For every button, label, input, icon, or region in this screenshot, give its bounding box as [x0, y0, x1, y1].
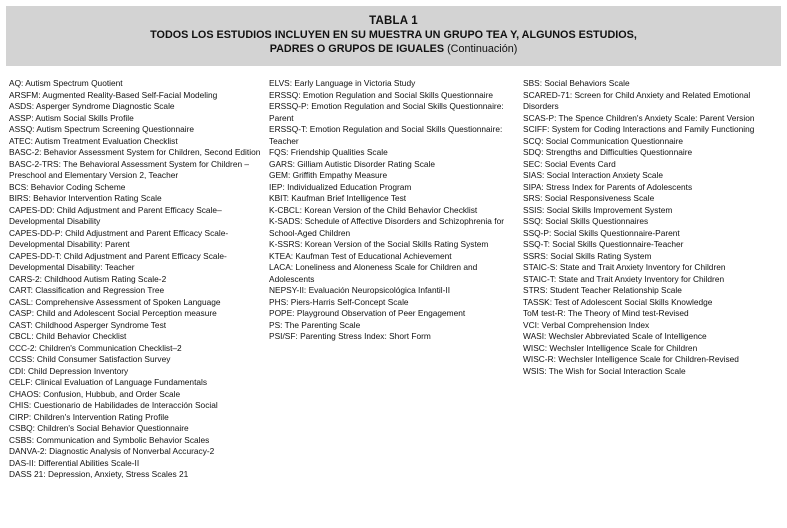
- abbreviation-entry: STAIC-S: State and Trait Anxiety Inventory for Children: [523, 262, 726, 272]
- abbreviation-entry: ERSSQ-P: Emotion Regulation and Social Skills Questionnaire: Parent: [269, 101, 504, 123]
- abbreviation-entry: CSBQ: Children's Social Behavior Questionnaire: [9, 423, 189, 433]
- abbreviation-entry: AQ: Autism Spectrum Quotient: [9, 78, 123, 88]
- abbreviation-entry: DAS-II: Differential Abilities Scale-II: [9, 457, 140, 468]
- abbreviation-entry: SCIFF: System for Coding Interactions and Family Functioning: [523, 124, 755, 134]
- abbreviation-entry: BCS: Behavior Coding Scheme: [9, 181, 126, 192]
- abbreviation-entry: GEM: Griffith Empathy Measure: [269, 170, 388, 180]
- abbreviation-entry: ToM test-R: The Theory of Mind test-Revised: [523, 308, 689, 318]
- abbreviation-entry: ASDS: Asperger Syndrome Diagnostic Scale: [9, 101, 175, 111]
- abbreviation-entry: BIRS: Behavior Intervention Rating Scale: [9, 193, 162, 203]
- abbreviation-entry: VCI: Verbal Comprehension Index: [523, 319, 650, 330]
- abbreviation-entry: Developmental Disability: [9, 216, 101, 226]
- abbreviation-entry: CHAOS: Confusion, Hubbub, and Order Scale: [9, 388, 181, 399]
- abbreviation-entry: K-SSRS: Korean Version of the Social Skills Rating System: [269, 239, 489, 249]
- abbreviation-entry: CELF: Clinical Evaluation of Language Fundamentals: [9, 377, 208, 387]
- abbreviation-entry: ASSP: Autism Social Skills Profile: [9, 112, 134, 123]
- abbreviation-entry: K-CBCL: Korean Version of the Child Behavior Checklist: [269, 204, 478, 215]
- abbreviation-entry: CSBS: Communication and Symbolic Behavior Scales: [9, 434, 210, 445]
- abbreviation-entry: ATEC: Autism Treatment Evaluation Checklist: [9, 135, 178, 146]
- abbreviation-entry: SSQ-T: Social Skills Questionnaire-Teacher: [523, 239, 684, 249]
- abbreviation-entry: KTEA: Kaufman Test of Educational Achievement: [269, 250, 452, 261]
- abbreviation-entry: SCAS-P: The Spence Children's Anxiety Scale: Parent Version: [523, 112, 755, 123]
- abbreviation-entry: ERSSQ-T: Emotion Regulation and Social Skills Questionnaire: Teacher: [269, 124, 503, 146]
- abbreviation-entry: DANVA-2: Diagnostic Analysis of Nonverbal Accuracy-2: [9, 446, 215, 456]
- abbreviation-entry: IEP: Individualized Education Program: [269, 181, 412, 192]
- abbreviation-entry: GARS: Gilliam Autistic Disorder Rating Scale: [269, 158, 436, 169]
- abbreviation-column-3: [523, 78, 781, 377]
- abbreviation-column-1: [9, 78, 267, 481]
- abbreviation-entry: CHIS: Cuestionario de Habilidades de Interacción Social: [9, 400, 218, 410]
- abbreviation-entry: WASI: Wechsler Abbreviated Scale of Intelligence: [523, 331, 707, 341]
- table-header: [6, 6, 781, 66]
- abbreviation-entry: WISC: Wechsler Intelligence Scale for Children: [523, 342, 698, 353]
- abbreviations-list: [6, 78, 781, 520]
- abbreviation-entry: SIPA: Stress Index for Parents of Adolescents: [523, 181, 693, 192]
- abbreviation-entry: CART: Classification and Regression Tree: [9, 285, 165, 295]
- abbreviation-entry: ELVS: Early Language in Victoria Study: [269, 78, 416, 88]
- abbreviation-entry: ERSSQ: Emotion Regulation and Social Skills Questionnaire: [269, 89, 494, 100]
- abbreviation-entry: CIRP: Children's Intervention Rating Profile: [9, 411, 169, 422]
- abbreviation-column-2: [269, 78, 521, 343]
- table-title-line1: TODOS LOS ESTUDIOS INCLUYEN EN SU MUESTRA UN GRUPO TEA Y, ALGUNOS ESTUDIOS,: [150, 29, 637, 41]
- abbreviation-entry: ARSFM: Augmented Reality-Based Self-Facial Modeling: [9, 89, 218, 100]
- abbreviation-entry: School-Aged Children: [269, 227, 351, 238]
- abbreviation-entry: WISC-R: Wechsler Intelligence Scale for Children-Revised: [523, 354, 739, 364]
- abbreviation-entry: BASC-2-TRS: The Behavioral Assessment System for Children –: [9, 158, 250, 169]
- abbreviation-entry: CARS-2: Childhood Autism Rating Scale-2: [9, 273, 167, 284]
- abbreviation-entry: SSQ: Social Skills Questionnaires: [523, 216, 649, 226]
- abbreviation-entry: ASSQ: Autism Spectrum Screening Questionnaire: [9, 124, 195, 134]
- abbreviation-entry: Developmental Disability: Parent: [9, 239, 130, 249]
- abbreviation-entry: CAST: Childhood Asperger Syndrome Test: [9, 319, 167, 330]
- abbreviation-entry: K-SADS: Schedule of Affective Disorders and Schizophrenia for: [269, 216, 504, 226]
- abbreviation-entry: SSIS: Social Skills Improvement System: [523, 204, 673, 215]
- abbreviation-entry: CAPES-DD-T: Child Adjustment and Parent Efficacy Scale-: [9, 250, 227, 261]
- abbreviation-entry: CDI: Child Depression Inventory: [9, 365, 129, 376]
- abbreviation-entry: CCSS: Child Consumer Satisfaction Survey: [9, 354, 171, 364]
- abbreviation-entry: PSI/SF: Parenting Stress Index: Short Form: [269, 331, 431, 341]
- abbreviation-entry: DASS 21: Depression, Anxiety, Stress Scales 21: [9, 469, 189, 479]
- abbreviation-entry: SEC: Social Events Card: [523, 158, 616, 169]
- abbreviation-entry: KBIT: Kaufman Brief Intelligence Test: [269, 193, 407, 203]
- abbreviation-entry: CASL: Comprehensive Assessment of Spoken Language: [9, 296, 221, 307]
- abbreviation-entry: WSIS: The Wish for Social Interaction Scale: [523, 365, 686, 376]
- abbreviation-entry: STAIC-T: State and Trait Anxiety Inventory for Children: [523, 273, 725, 284]
- table-title-line2-wrap: [6, 42, 781, 56]
- abbreviation-entry: TASSK: Test of Adolescent Social Skills Knowledge: [523, 296, 713, 307]
- abbreviation-entry: POPE: Playground Observation of Peer Engagement: [269, 308, 466, 318]
- abbreviation-entry: NEPSY-II: Evaluación Neuropsicológica Infantil-II: [269, 285, 451, 295]
- abbreviation-entry: PHS: Piers-Harris Self-Concept Scale: [269, 296, 409, 307]
- abbreviation-entry: CBCL: Child Behavior Checklist: [9, 331, 127, 341]
- abbreviation-entry: PS: The Parenting Scale: [269, 319, 361, 330]
- table-number: TABLA 1: [369, 15, 418, 27]
- abbreviation-entry: FQS: Friendship Qualities Scale: [269, 147, 388, 157]
- abbreviation-entry: CASP: Child and Adolescent Social Perception measure: [9, 308, 217, 318]
- abbreviation-entry: Developmental Disability: Teacher: [9, 262, 135, 272]
- abbreviation-entry: SIAS: Social Interaction Anxiety Scale: [523, 170, 664, 180]
- abbreviation-entry: Preschool and Elementary Version 2, Teacher: [9, 170, 179, 180]
- abbreviation-entry: SCQ: Social Communication Questionnaire: [523, 135, 683, 146]
- abbreviation-entry: LACA: Loneliness and Aloneness Scale for Children and Adolescents: [269, 262, 478, 284]
- abbreviation-entry: SCARED-71: Screen for Child Anxiety and Related Emotional: [523, 89, 751, 100]
- abbreviation-entry: Disorders: [523, 101, 559, 111]
- continuation-label: (Continuación): [447, 43, 518, 55]
- abbreviation-entry: SDQ: Strengths and Difficulties Questionnaire: [523, 147, 693, 157]
- abbreviation-entry: STRS: Student Teacher Relationship Scale: [523, 285, 682, 295]
- table-title-line2: PADRES O GRUPOS DE IGUALES: [269, 43, 445, 55]
- abbreviation-entry: CCC-2: Children's Communication Checklist–2: [9, 342, 182, 353]
- abbreviation-entry: SSRS: Social Skills Rating System: [523, 250, 652, 261]
- abbreviation-entry: SSQ-P: Social Skills Questionnaire-Parent: [523, 227, 680, 238]
- abbreviation-entry: BASC-2: Behavior Assessment System for Children, Second Edition: [9, 147, 261, 157]
- abbreviation-entry: SRS: Social Responsiveness Scale: [523, 193, 655, 203]
- abbreviation-entry: CAPES-DD-P: Child Adjustment and Parent Efficacy Scale-: [9, 227, 229, 238]
- abbreviation-entry: CAPES-DD: Child Adjustment and Parent Efficacy Scale–: [9, 204, 222, 215]
- abbreviation-entry: SBS: Social Behaviors Scale: [523, 78, 630, 88]
